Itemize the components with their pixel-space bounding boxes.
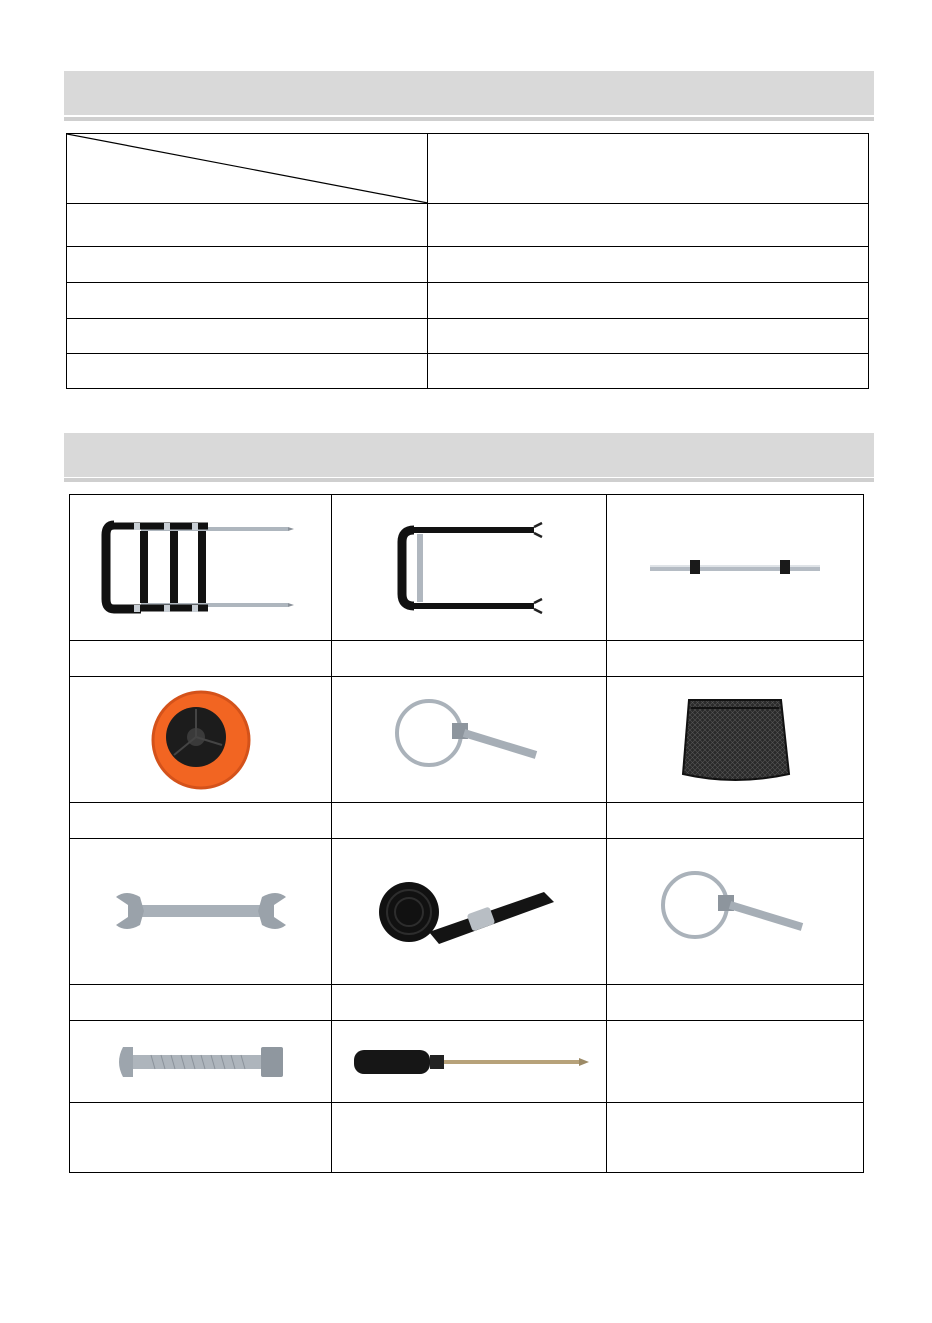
part-label: [607, 803, 864, 839]
wrench-icon: [106, 887, 296, 937]
header-underline: [64, 478, 874, 482]
part-image-cell: [70, 677, 332, 803]
part-image-cell: [332, 495, 607, 641]
part-image-cell: [332, 839, 607, 985]
part-label: [70, 641, 332, 677]
spec-row: [67, 247, 869, 283]
crossbar-tube-icon: [640, 548, 830, 588]
spec-label: [67, 283, 428, 319]
spec-value: [428, 247, 869, 283]
part-image-cell: [70, 1021, 332, 1103]
parts-table: [69, 494, 864, 1173]
strap-icon: [369, 862, 569, 962]
ring-pin-icon: [384, 695, 554, 785]
spec-value: [428, 354, 869, 389]
part-label: [332, 985, 607, 1021]
u-frame-icon: [384, 518, 554, 618]
spec-label: [67, 354, 428, 389]
spec-value: [428, 283, 869, 319]
part-image-cell: [332, 677, 607, 803]
spec-header-row: [67, 134, 869, 204]
part-label: [607, 1103, 864, 1173]
part-label: [607, 985, 864, 1021]
part-label: [70, 803, 332, 839]
spec-row: [67, 319, 869, 354]
ladder-frame-icon: [96, 513, 306, 623]
part-image-cell: [332, 1021, 607, 1103]
spec-label: [67, 247, 428, 283]
spec-label: [67, 204, 428, 247]
parts-image-row: [70, 1021, 864, 1103]
part-label: [332, 803, 607, 839]
screwdriver-icon: [344, 1042, 594, 1082]
spec-label: [67, 319, 428, 354]
header-underline: [64, 117, 874, 121]
section-header-parts: [64, 433, 874, 477]
parts-label-row: [70, 1103, 864, 1173]
part-label: [70, 985, 332, 1021]
parts-image-row: [70, 495, 864, 641]
section-header-specifications: [64, 71, 874, 115]
part-label: [332, 641, 607, 677]
parts-label-row: [70, 803, 864, 839]
wheel-icon: [146, 685, 256, 795]
part-image-cell: [607, 839, 864, 985]
ring-pin-icon: [650, 867, 820, 957]
parts-image-row: [70, 677, 864, 803]
diagonal-header-cell: [67, 134, 428, 204]
spec-table: [66, 133, 869, 389]
part-label: [332, 1103, 607, 1173]
part-image-cell: [607, 677, 864, 803]
spec-row: [67, 204, 869, 247]
spec-value: [428, 319, 869, 354]
spec-header-value-cell: [428, 134, 869, 204]
part-image-cell: [607, 495, 864, 641]
part-image-cell: [70, 495, 332, 641]
mesh-basket-icon: [675, 690, 795, 790]
parts-label-row: [70, 641, 864, 677]
part-label: [70, 1103, 332, 1173]
diagonal-divider: [67, 134, 428, 204]
spec-row: [67, 283, 869, 319]
part-image-cell-empty: [607, 1021, 864, 1103]
bolt-icon: [111, 1037, 291, 1087]
part-image-cell: [70, 839, 332, 985]
parts-image-row: [70, 839, 864, 985]
parts-label-row: [70, 985, 864, 1021]
spec-row: [67, 354, 869, 389]
spec-value: [428, 204, 869, 247]
part-label: [607, 641, 864, 677]
